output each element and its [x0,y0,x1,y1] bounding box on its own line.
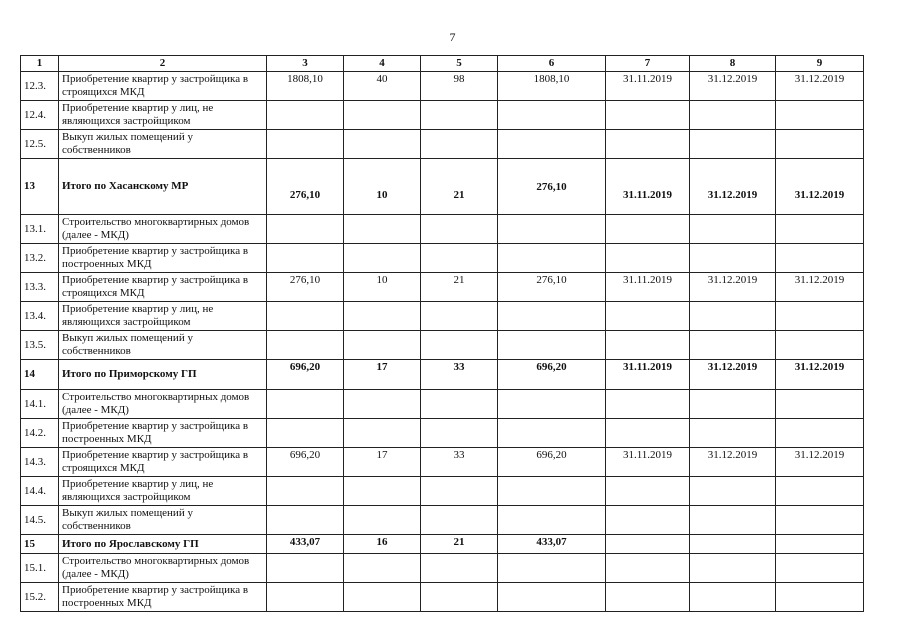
table-total-row [21,535,864,554]
row-number-cell: 14.3. [21,448,59,477]
row-name-cell: Приобретение квартир у лиц, не являющихся застройщиком [59,302,267,331]
value-col-4-cell [344,130,421,159]
value-col-5-cell [421,583,498,612]
value-col-5-cell [421,419,498,448]
date-col-8-cell [690,419,776,448]
value-col-4-cell: 40 [344,72,421,101]
date-col-9-cell [776,130,864,159]
header-cell: 9 [776,56,864,72]
date-col-7-cell [606,477,690,506]
value-col-4-cell [344,477,421,506]
value-col-3-cell [267,390,344,419]
value-col-4-cell [344,101,421,130]
date-col-9-cell [776,101,864,130]
value-col-3-cell: 276,10 [267,273,344,302]
row-name-cell: Строительство многоквартирных домов (далее - МКД) [59,390,267,419]
row-name-cell: Итого по Ярославскому ГП [59,535,267,554]
date-col-9-cell: 31.12.2019 [776,72,864,101]
value-col-6-cell [498,419,606,448]
value-col-3-cell [267,477,344,506]
date-col-7-cell [606,215,690,244]
value-col-6-cell: 276,10 [498,273,606,302]
value-col-5-cell [421,215,498,244]
date-col-9-cell [776,331,864,360]
value-col-4-cell [344,331,421,360]
value-col-3-cell [267,101,344,130]
row-name-cell: Выкуп жилых помещений у собственников [59,506,267,535]
table-row [21,331,864,360]
table-row [21,583,864,612]
row-name-cell: Выкуп жилых помещений у собственников [59,331,267,360]
value-col-6-cell [498,506,606,535]
row-name-cell: Итого по Приморскому ГП [59,360,267,390]
row-number-cell: 12.4. [21,101,59,130]
value-col-5-cell [421,477,498,506]
date-col-7-cell [606,583,690,612]
value-col-3-cell [267,554,344,583]
date-col-8-cell: 31.12.2019 [690,448,776,477]
row-number-cell: 13.4. [21,302,59,331]
header-cell: 7 [606,56,690,72]
value-col-5-cell [421,130,498,159]
date-col-9-cell: 31.12.2019 [776,273,864,302]
row-name-cell: Строительство многоквартирных домов (далее - МКД) [59,554,267,583]
row-number-cell: 14 [21,360,59,390]
value-col-5-cell: 98 [421,72,498,101]
value-col-5-cell: 21 [421,535,498,554]
date-col-8-cell [690,130,776,159]
date-col-8-cell [690,244,776,273]
value-col-6-cell [498,554,606,583]
header-cell: 3 [267,56,344,72]
table-header-row [21,56,864,72]
date-col-7-cell [606,506,690,535]
date-col-7-cell [606,302,690,331]
row-number-cell: 13.1. [21,215,59,244]
row-number-cell: 12.3. [21,72,59,101]
header-cell: 6 [498,56,606,72]
value-col-6-cell: 1808,10 [498,72,606,101]
value-col-3-cell [267,506,344,535]
table-row [21,448,864,477]
row-name-cell: Строительство многоквартирных домов (далее - МКД) [59,215,267,244]
date-col-7-cell [606,101,690,130]
table-row [21,273,864,302]
value-col-3-cell [267,215,344,244]
value-col-4-cell [344,390,421,419]
row-number-cell: 14.5. [21,506,59,535]
date-col-7-cell: 31.11.2019 [606,72,690,101]
date-col-9-cell [776,390,864,419]
value-col-5-cell [421,331,498,360]
value-col-6-cell [498,583,606,612]
value-col-5-cell: 33 [421,448,498,477]
row-number-cell: 13.5. [21,331,59,360]
value-col-6-cell: 276,10 [498,159,606,215]
date-col-7-cell [606,390,690,419]
data-table [20,55,864,612]
row-name-cell: Приобретение квартир у застройщика в построенных МКД [59,244,267,273]
value-col-4-cell [344,302,421,331]
table-row [21,72,864,101]
date-col-8-cell [690,331,776,360]
date-col-9-cell [776,506,864,535]
table-row [21,506,864,535]
value-col-5-cell [421,554,498,583]
row-name-cell: Приобретение квартир у застройщика в построенных МКД [59,419,267,448]
date-col-9-cell: 31.12.2019 [776,448,864,477]
value-col-3-cell: 696,20 [267,448,344,477]
date-col-8-cell [690,583,776,612]
date-col-7-cell [606,535,690,554]
value-col-4-cell [344,583,421,612]
table-total-row [21,360,864,390]
table-row [21,101,864,130]
date-col-9-cell [776,244,864,273]
date-col-7-cell [606,244,690,273]
table-total-row [21,159,864,215]
date-col-9-cell [776,215,864,244]
row-name-cell: Итого по Хасанскому МР [59,159,267,215]
value-col-4-cell [344,506,421,535]
page-number: 7 [449,30,456,44]
date-col-8-cell [690,215,776,244]
value-col-5-cell [421,506,498,535]
date-col-7-cell [606,554,690,583]
value-col-3-cell: 696,20 [267,360,344,390]
value-col-4-cell: 17 [344,448,421,477]
date-col-9-cell: 31.12.2019 [776,360,864,390]
row-name-cell: Выкуп жилых помещений у собственников [59,130,267,159]
table-row [21,554,864,583]
value-col-6-cell [498,215,606,244]
date-col-7-cell [606,331,690,360]
header-cell: 2 [59,56,267,72]
date-col-7-cell: 31.11.2019 [606,360,690,390]
row-number-cell: 14.2. [21,419,59,448]
value-col-3-cell: 1808,10 [267,72,344,101]
date-col-9-cell [776,302,864,331]
row-name-cell: Приобретение квартир у лиц, не являющихся застройщиком [59,101,267,130]
date-col-8-cell: 31.12.2019 [690,159,776,215]
header-cell: 5 [421,56,498,72]
header-cell: 4 [344,56,421,72]
value-col-4-cell: 10 [344,159,421,215]
value-col-3-cell [267,244,344,273]
value-col-4-cell [344,244,421,273]
date-col-7-cell [606,130,690,159]
header-cell: 8 [690,56,776,72]
row-number-cell: 13.3. [21,273,59,302]
date-col-7-cell: 31.11.2019 [606,448,690,477]
value-col-5-cell [421,390,498,419]
value-col-6-cell [498,390,606,419]
date-col-8-cell: 31.12.2019 [690,360,776,390]
row-name-cell: Приобретение квартир у застройщика в строящихся МКД [59,273,267,302]
row-number-cell: 15.2. [21,583,59,612]
row-number-cell: 14.1. [21,390,59,419]
value-col-6-cell: 696,20 [498,448,606,477]
date-col-8-cell [690,535,776,554]
row-number-cell: 14.4. [21,477,59,506]
date-col-8-cell [690,302,776,331]
date-col-9-cell [776,477,864,506]
date-col-7-cell [606,419,690,448]
value-col-4-cell [344,554,421,583]
date-col-8-cell: 31.12.2019 [690,72,776,101]
table-row [21,477,864,506]
value-col-6-cell: 433,07 [498,535,606,554]
value-col-3-cell [267,331,344,360]
value-col-3-cell [267,583,344,612]
value-col-4-cell [344,215,421,244]
value-col-6-cell [498,477,606,506]
date-col-8-cell [690,390,776,419]
value-col-6-cell [498,130,606,159]
date-col-9-cell [776,554,864,583]
table-row [21,215,864,244]
value-col-5-cell [421,302,498,331]
value-col-3-cell [267,302,344,331]
date-col-8-cell [690,506,776,535]
value-col-4-cell: 17 [344,360,421,390]
date-col-7-cell: 31.11.2019 [606,273,690,302]
date-col-8-cell [690,554,776,583]
value-col-6-cell [498,302,606,331]
row-name-cell: Приобретение квартир у застройщика в построенных МКД [59,583,267,612]
value-col-3-cell: 433,07 [267,535,344,554]
value-col-4-cell: 10 [344,273,421,302]
row-number-cell: 13 [21,159,59,215]
row-number-cell: 15 [21,535,59,554]
row-name-cell: Приобретение квартир у лиц, не являющихся застройщиком [59,477,267,506]
value-col-5-cell [421,101,498,130]
value-col-5-cell: 21 [421,273,498,302]
date-col-9-cell [776,419,864,448]
date-col-9-cell: 31.12.2019 [776,159,864,215]
date-col-9-cell [776,535,864,554]
row-name-cell: Приобретение квартир у застройщика в строящихся МКД [59,448,267,477]
value-col-4-cell [344,419,421,448]
table-row [21,302,864,331]
row-number-cell: 12.5. [21,130,59,159]
table-row [21,244,864,273]
value-col-6-cell [498,101,606,130]
table-row [21,419,864,448]
table-row [21,390,864,419]
date-col-7-cell: 31.11.2019 [606,159,690,215]
value-col-5-cell [421,244,498,273]
value-col-3-cell [267,130,344,159]
value-col-5-cell: 33 [421,360,498,390]
row-number-cell: 13.2. [21,244,59,273]
value-col-4-cell: 16 [344,535,421,554]
date-col-8-cell [690,101,776,130]
value-col-5-cell: 21 [421,159,498,215]
row-number-cell: 15.1. [21,554,59,583]
date-col-9-cell [776,583,864,612]
date-col-8-cell [690,477,776,506]
value-col-3-cell: 276,10 [267,159,344,215]
date-col-8-cell: 31.12.2019 [690,273,776,302]
header-cell: 1 [21,56,59,72]
value-col-6-cell [498,244,606,273]
row-name-cell: Приобретение квартир у застройщика в строящихся МКД [59,72,267,101]
table-row [21,130,864,159]
value-col-6-cell: 696,20 [498,360,606,390]
value-col-3-cell [267,419,344,448]
value-col-6-cell [498,331,606,360]
